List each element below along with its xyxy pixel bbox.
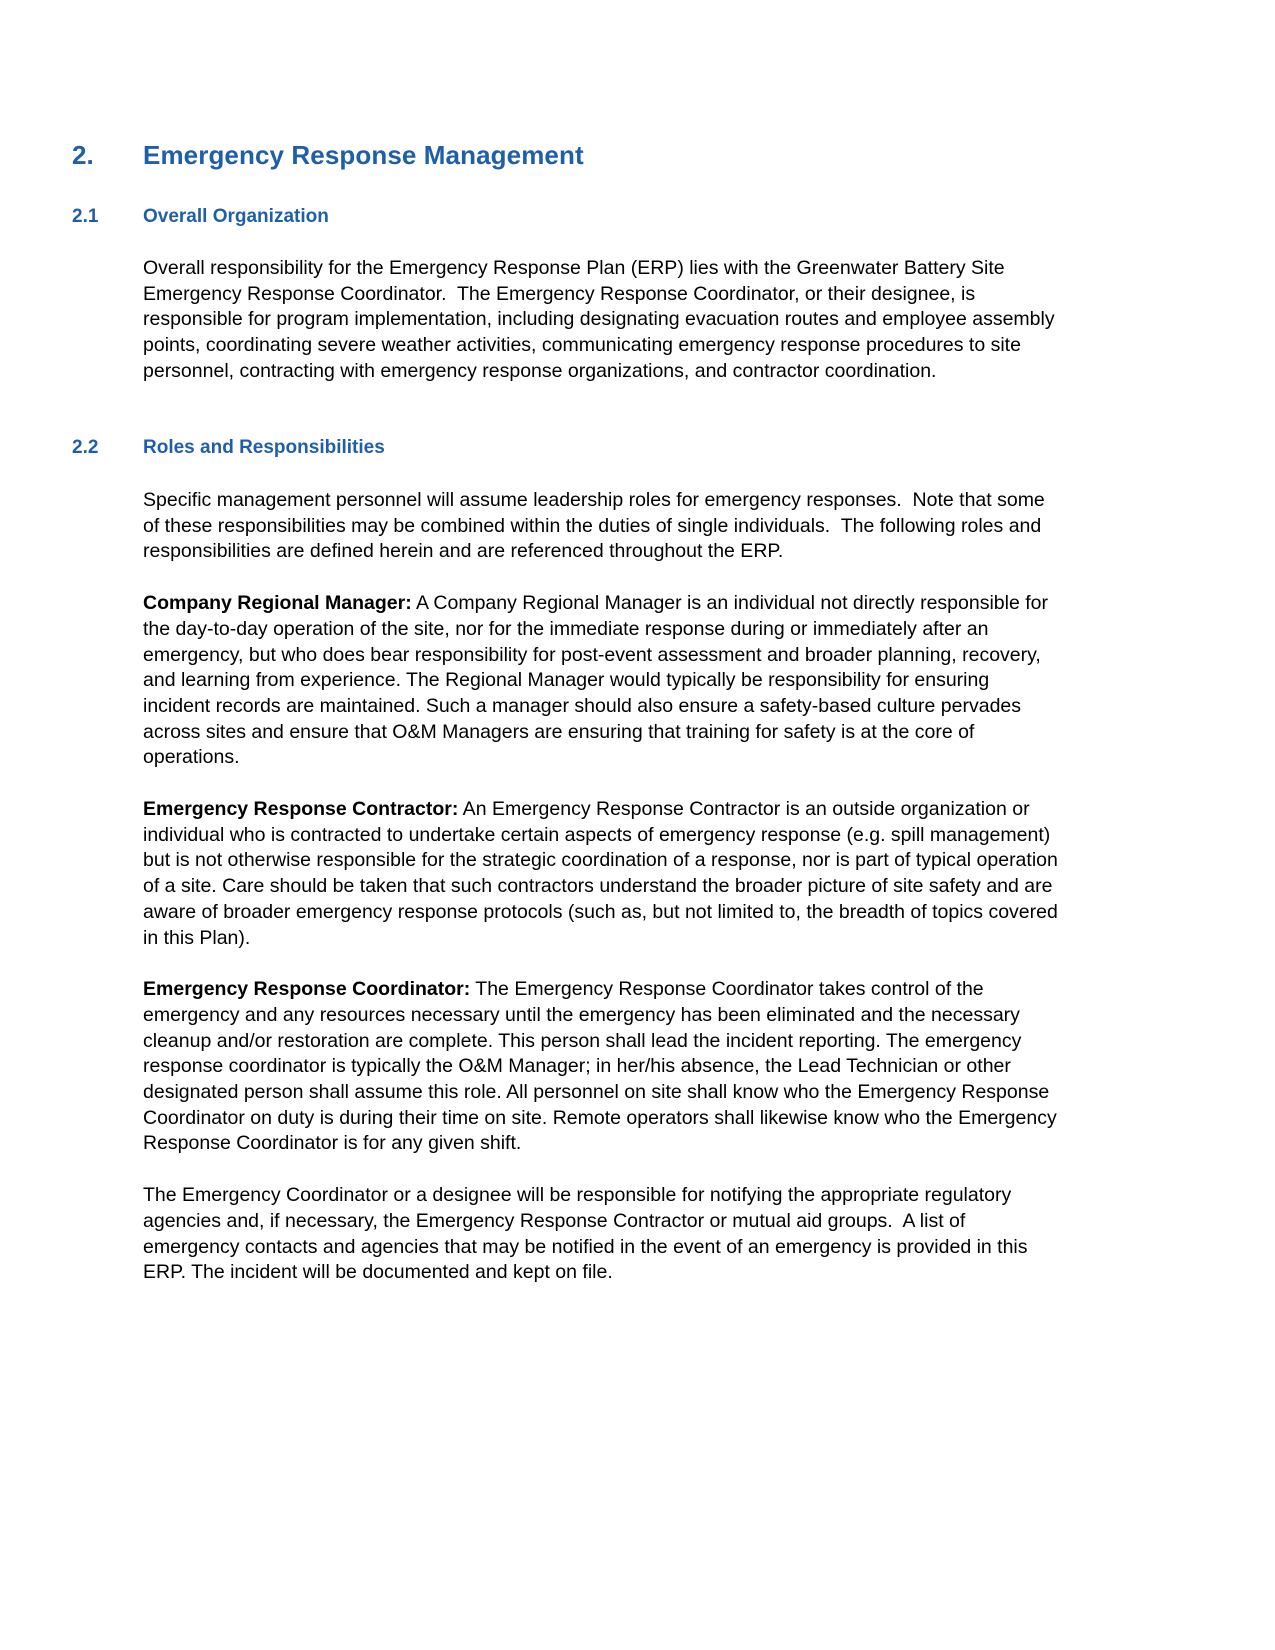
role-paragraph-company-regional-manager xyxy=(143,591,1060,771)
role-lead-company-regional-manager: Company Regional Manager: xyxy=(143,592,412,615)
subsection-title-2-2: Roles and Responsibilities xyxy=(143,437,385,458)
paragraph-roles-intro: Specific management personnel will assume leadership roles for emergency responses. Note that some of these responsibilities may be combined within the duties of single individuals. The following roles and responsibilities are defined herein and are referenced throughout the ERP. xyxy=(143,489,1051,563)
subsection-heading-2-1 xyxy=(72,206,1072,228)
role-paragraph-emergency-response-contractor xyxy=(143,797,1064,951)
subsection-heading-2-2 xyxy=(72,437,1072,459)
subsection-number-2-2: 2.2 xyxy=(72,437,99,458)
subsection-number-2-1: 2.1 xyxy=(72,206,99,227)
role-lead-emergency-response-coordinator: Emergency Response Coordinator: xyxy=(143,978,471,1001)
paragraph-roles-closing: The Emergency Coordinator or a designee will be responsible for notifying the appropriate regulatory agencies and, if necessary, the Emergency Response Contractor or mutual aid groups. A list of emergency contacts and agencies that may be notified in the event of an emergency is provided in this ERP. The incident will be documented and kept on file. xyxy=(143,1184,1033,1284)
role-text-emergency-response-coordinator: The Emergency Response Coordinator takes control of the emergency and any resources necessary until the emergency has been eliminated and the necessary cleanup and/or restoration are complete. This person shall lead the incident reporting. The emergency response coordinator is typically the O&M Manager; in her/his absence, the Lead Technician or other designated person shall assume this role. All personnel on site shall know who the Emergency Response Coordinator on duty is during their time on site. Remote operators shall likewise know who the Emergency Response Coordinator is for any given shift. xyxy=(143,978,1063,1155)
subsection-title-2-1: Overall Organization xyxy=(143,206,329,227)
role-text-company-regional-manager: A Company Regional Manager is an individual not directly responsible for the day-to-day operation of the site, nor for the immediate response during or immediately after an emergency, but who does bear responsibility for post-event assessment and broader planning, recovery, and learning from experience. The Regional Manager would typically be responsibility for ensuring incident records are maintained. Such a manager should also ensure a safety-based culture pervades across sites and ensure that O&M Managers are ensuring that training for safety is at the core of operations. xyxy=(143,592,1054,769)
role-lead-emergency-response-contractor: Emergency Response Contractor: xyxy=(143,798,459,821)
paragraph-overall-1: Overall responsibility for the Emergency Response Plan (ERP) lies with the Greenwater Battery Site Emergency Response Coordinator. The Emergency Response Coordinator, or their designee, is responsible for program implementation, including designating evacuation routes and employee assembly points, coordinating severe weather activities, communicating emergency response procedures to site personnel, contracting with emergency response organizations, and contractor coordination. xyxy=(143,257,1061,382)
section-number: 2. xyxy=(72,140,94,170)
section-heading-2 xyxy=(72,140,1072,171)
role-text-emergency-response-contractor: An Emergency Response Contractor is an outside organization or individual who is contracted to undertake certain aspects of emergency response (e.g. spill management) but is not otherwise responsible for the strategic coordination of a response, nor is part of typical operation of a site. Care should be taken that such contractors understand the broader picture of site safety and are aware of broader emergency response protocols (such as, but not limited to, the breadth of topics covered in this Plan). xyxy=(143,798,1064,949)
role-paragraph-emergency-response-coordinator xyxy=(143,977,1063,1157)
roles-responsibilities-body xyxy=(143,488,1064,1286)
section-title: Emergency Response Management xyxy=(143,140,584,170)
overall-organization-body xyxy=(143,256,1060,385)
